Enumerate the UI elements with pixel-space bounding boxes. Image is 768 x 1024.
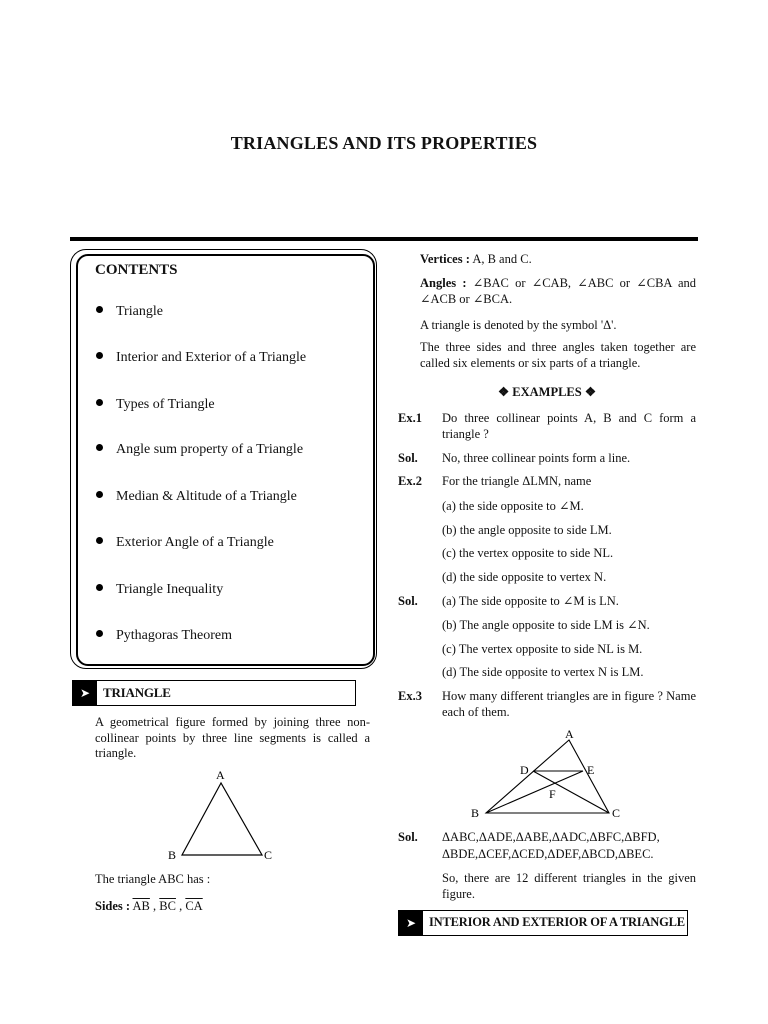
contents-item-triangle[interactable] <box>96 304 163 320</box>
elements-text: The three sides and three angles taken together are called six elements or six parts of a triangle. <box>420 340 696 370</box>
fig-label-b: B <box>471 806 480 820</box>
contents-item-interior-exterior[interactable] <box>96 350 306 366</box>
ex3-text: How many different triangles are in figure ? Name each of them. <box>442 689 696 719</box>
sol2-label: Sol. <box>398 594 418 608</box>
arrow-right-icon: ➤ <box>399 911 423 935</box>
contents-item-label: Triangle Inequality <box>116 582 224 597</box>
section-header-label: INTERIOR AND EXTERIOR OF A TRIANGLE <box>429 915 685 929</box>
contents-item-types[interactable] <box>96 397 215 413</box>
bullet-icon <box>96 399 103 406</box>
ex2-part-d: (d) the side opposite to vertex N. <box>442 570 607 584</box>
bullet-icon <box>96 306 103 313</box>
sides-line: Sides : $\overline{AB}$ , $\overline{BC}$ , $\overline{CA}$ <box>95 899 203 913</box>
triangle-def-figure <box>465 726 635 826</box>
page-title: TRIANGLES AND ITS PROPERTIES <box>230 133 538 153</box>
triangle-abc-figure <box>160 765 280 865</box>
fig-label-a: A <box>565 727 574 741</box>
sol1-text: No, three collinear points form a line. <box>442 451 631 465</box>
bullet-icon <box>96 630 103 637</box>
contents-heading: CONTENTS <box>95 262 178 278</box>
side-ca: $\overline{CA}$ <box>185 899 203 913</box>
contents-item-label: Angle sum property of a Triangle <box>116 442 304 457</box>
triangle-definition: A geometrical figure formed by joining three non-collinear points by three line segments is called a triangle. <box>95 715 370 760</box>
contents-item-label: Interior and Exterior of a Triangle <box>116 350 307 365</box>
sol3-conclusion: So, there are 12 different triangles in the given figure. <box>442 871 696 901</box>
ex1-label: Ex.1 <box>398 411 422 425</box>
contents-item-label: Pythagoras Theorem <box>116 628 232 643</box>
side-ab: $\overline{AB}$ <box>132 899 150 913</box>
vertex-label-a: A <box>216 768 225 782</box>
side-bc: $\overline{BC}$ <box>159 899 176 913</box>
sol3-line2: ΔBDE,ΔCEF,ΔCED,ΔDEF,ΔBCD,ΔBEC. <box>442 847 654 861</box>
ex2-part-a: (a) the side opposite to ∠M. <box>442 499 584 513</box>
contents-item-label: Types of Triangle <box>116 397 215 412</box>
sol2-part-a: (a) The side opposite to ∠M is LN. <box>442 594 619 608</box>
arrow-right-icon: ➤ <box>73 681 97 705</box>
angles-line <box>420 276 696 307</box>
ex2-part-c: (c) the vertex opposite to side NL. <box>442 546 614 560</box>
fig-label-d: D <box>520 763 529 777</box>
contents-item-label: Triangle <box>116 304 163 319</box>
vertices-label: Vertices : <box>420 252 470 266</box>
ex2-label: Ex.2 <box>398 474 422 488</box>
ex2-part-b: (b) the angle opposite to side LM. <box>442 523 612 537</box>
sol2-part-b: (b) The angle opposite to side LM is ∠N. <box>442 618 650 632</box>
vertices-text: A, B and C. <box>472 252 532 266</box>
sol3-line1: ΔABC,ΔADE,ΔABE,ΔADC,ΔBFC,ΔBFD, <box>442 830 660 844</box>
ex2-text: For the triangle ΔLMN, name <box>442 474 592 488</box>
contents-item-label: Exterior Angle of a Triangle <box>116 535 274 550</box>
fig-label-e: E <box>587 763 595 777</box>
angles-text: ∠BAC or ∠CAB, ∠ABC or ∠CBA and ∠ACB or ∠BCA. <box>420 276 697 306</box>
vertex-label-c: C <box>264 848 273 862</box>
vertices-line <box>420 252 532 268</box>
sol2-part-d: (d) The side opposite to vertex N is LM. <box>442 665 644 679</box>
sol3-label: Sol. <box>398 830 418 844</box>
triangle-has-text: The triangle ABC has : <box>95 872 211 886</box>
sol2-part-c: (c) The vertex opposite to side NL is M. <box>442 642 643 656</box>
contents-item-pythagoras[interactable] <box>96 628 232 644</box>
examples-heading: ❖ EXAMPLES ❖ <box>497 385 597 399</box>
section-header-interior-exterior <box>398 910 688 936</box>
contents-item-label: Median & Altitude of a Triangle <box>116 489 297 504</box>
contents-item-angle-sum[interactable] <box>96 442 303 458</box>
sol1-label: Sol. <box>398 451 418 465</box>
bullet-icon <box>96 537 103 544</box>
angles-label: Angles : <box>420 276 467 290</box>
contents-item-inequality[interactable] <box>96 582 223 598</box>
fig-label-c: C <box>612 806 621 820</box>
ex1-text: Do three collinear points A, B and C form a triangle ? <box>442 411 696 441</box>
bullet-icon <box>96 584 103 591</box>
bullet-icon <box>96 491 103 498</box>
bullet-icon <box>96 444 103 451</box>
section-header-label: TRIANGLE <box>103 685 171 700</box>
fig-label-f: F <box>549 787 556 801</box>
section-header-triangle <box>72 680 356 706</box>
header-rule <box>70 237 698 241</box>
contents-item-median-altitude[interactable] <box>96 489 297 505</box>
ex3-label: Ex.3 <box>398 689 422 703</box>
sides-label: Sides : <box>95 899 131 913</box>
vertex-label-b: B <box>168 848 177 862</box>
bullet-icon <box>96 352 103 359</box>
contents-item-exterior-angle[interactable] <box>96 535 274 551</box>
symbol-text: A triangle is denoted by the symbol 'Δ'. <box>420 318 617 332</box>
